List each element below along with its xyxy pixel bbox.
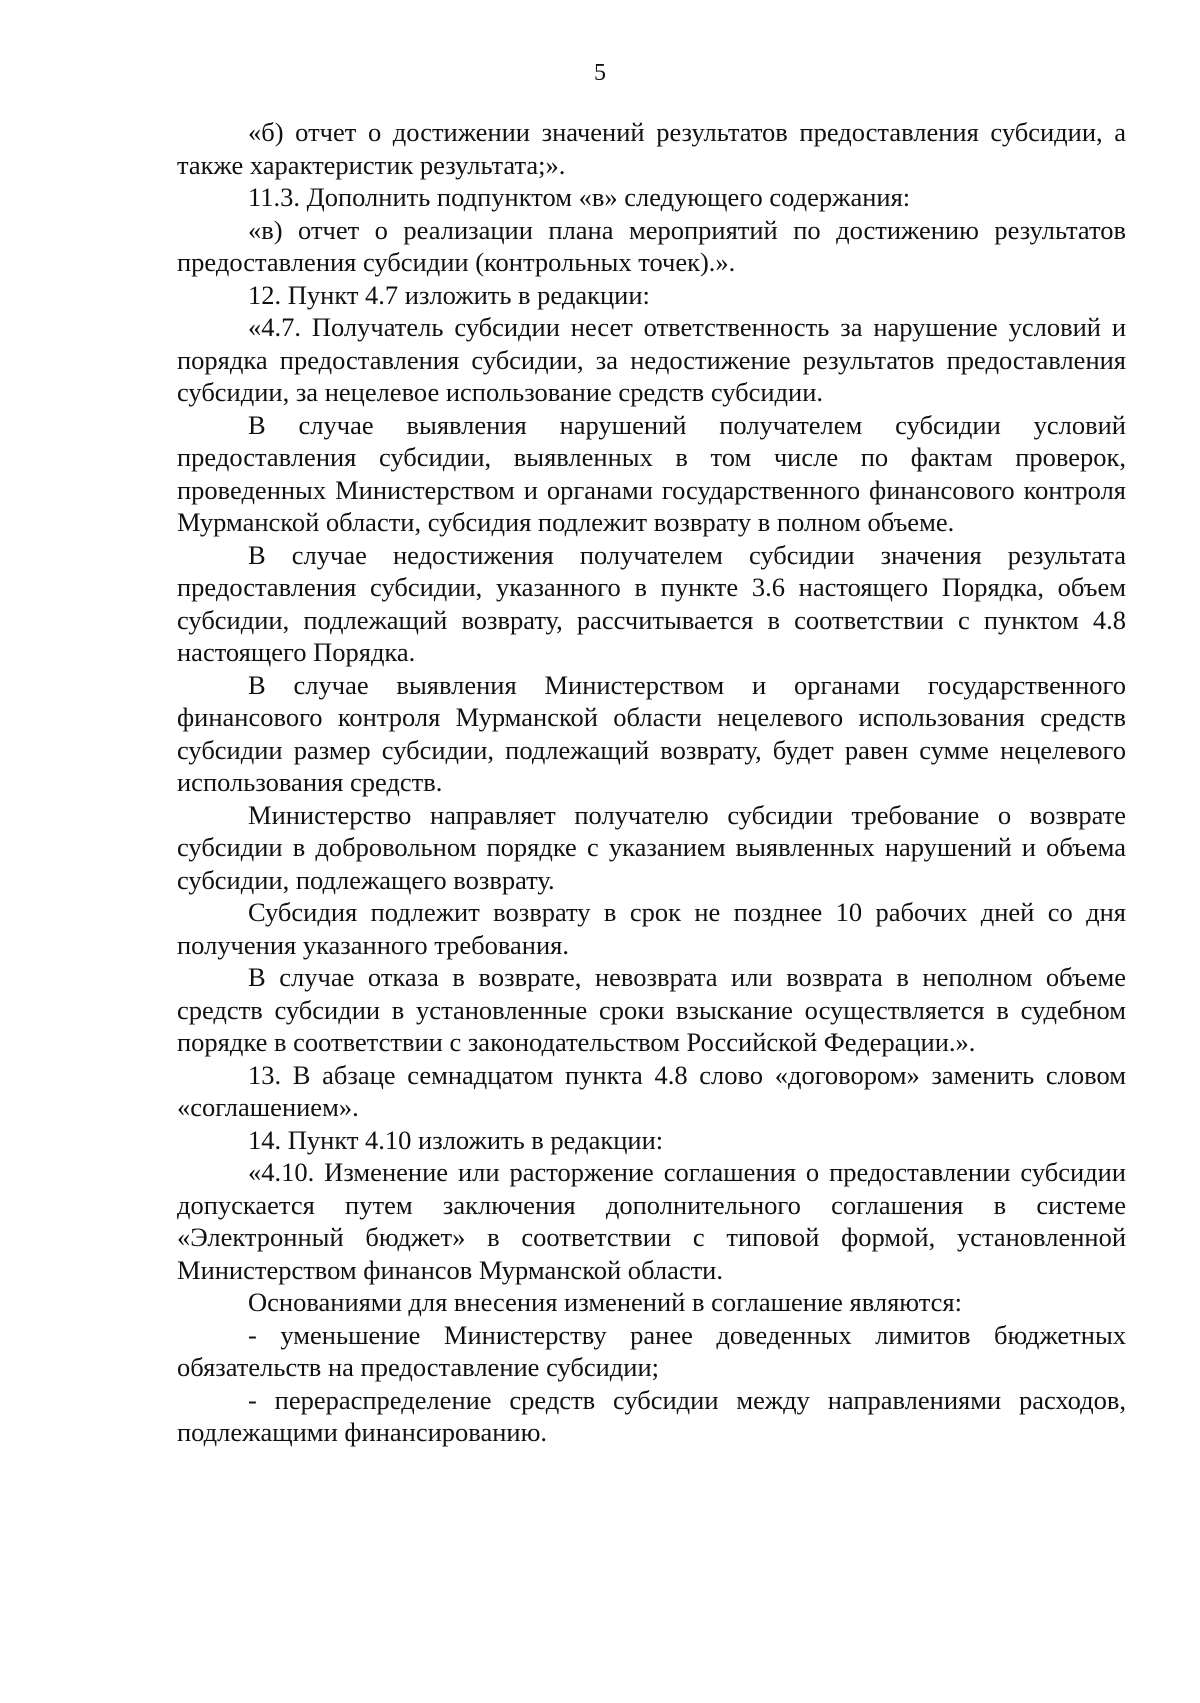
paragraph: 12. Пункт 4.7 изложить в редакции: (248, 279, 650, 310)
page-number: 5 (594, 60, 606, 86)
paragraph: Министерство направляет получателю субсидии требование о возврате субсидии в добровольном порядке с указанием выявленных нарушений и объема субсидии, подлежащего возврату. (177, 799, 1126, 895)
paragraph: Субсидия подлежит возврату в срок не позднее 10 рабочих дней со дня получения указанного требования. (177, 897, 1126, 960)
paragraph: «4.10. Изменение или расторжение соглашения о предоставлении субсидии допускается путем заключения дополнительного соглашения в системе «Электронный бюджет» в соответствии с типовой формой, установленной Министерством финансов Мурманской области. (177, 1157, 1126, 1285)
paragraph: В случае выявления Министерством и органами государственного финансового контроля Мурманской области нецелевого использования средств субсидии размер субсидии, подлежащий возврату, будет равен сумме нецелевого использования средств. (177, 669, 1126, 797)
paragraph: «б) отчет о достижении значений результатов предоставления субсидии, а также характеристик результата;». (177, 117, 1126, 180)
paragraph: В случае недостижения получателем субсидии значения результата предоставления субсидии, указанного в пункте 3.6 настоящего Порядка, объем субсидии, подлежащий возврату, рассчитывается в соответствии с пунктом 4.8 настоящего Порядка. (177, 539, 1126, 667)
paragraph: «4.7. Получатель субсидии несет ответственность за нарушение условий и порядка предоставления субсидии, за недостижение результатов предоставления субсидии, за нецелевое использование средств субсидии. (177, 312, 1126, 407)
document-body (177, 116, 1126, 1449)
paragraph: Основаниями для внесения изменений в соглашение являются: (248, 1287, 962, 1317)
paragraph: В случае отказа в возврате, невозврата или возврата в неполном объеме средств субсидии в установленные сроки взыскание осуществляется в судебном порядке в соответствии с законодательством Российской Федерации.». (177, 962, 1126, 1057)
paragraph: 13. В абзаце семнадцатом пункта 4.8 слово «договором» заменить словом «соглашением». (177, 1059, 1126, 1122)
paragraph: - уменьшение Министерству ранее доведенных лимитов бюджетных обязательств на предоставление субсидии; (177, 1319, 1126, 1382)
paragraph: «в) отчет о реализации плана мероприятий по достижению результатов предоставления субсидии (контрольных точек).». (177, 214, 1126, 277)
paragraph: 11.3. Дополнить подпунктом «в» следующего содержания: (248, 182, 911, 212)
paragraph: - перераспределение средств субсидии между направлениями расходов, подлежащими финансированию. (177, 1384, 1126, 1447)
paragraph: В случае выявления нарушений получателем субсидии условий предоставления субсидии, выявленных в том числе по фактам проверок, проведенных Министерством и органами государственного финансового контроля Мурманской области, субсидия подлежит возврату в полном объеме. (177, 409, 1126, 537)
paragraph: 14. Пункт 4.10 изложить в редакции: (248, 1124, 664, 1155)
